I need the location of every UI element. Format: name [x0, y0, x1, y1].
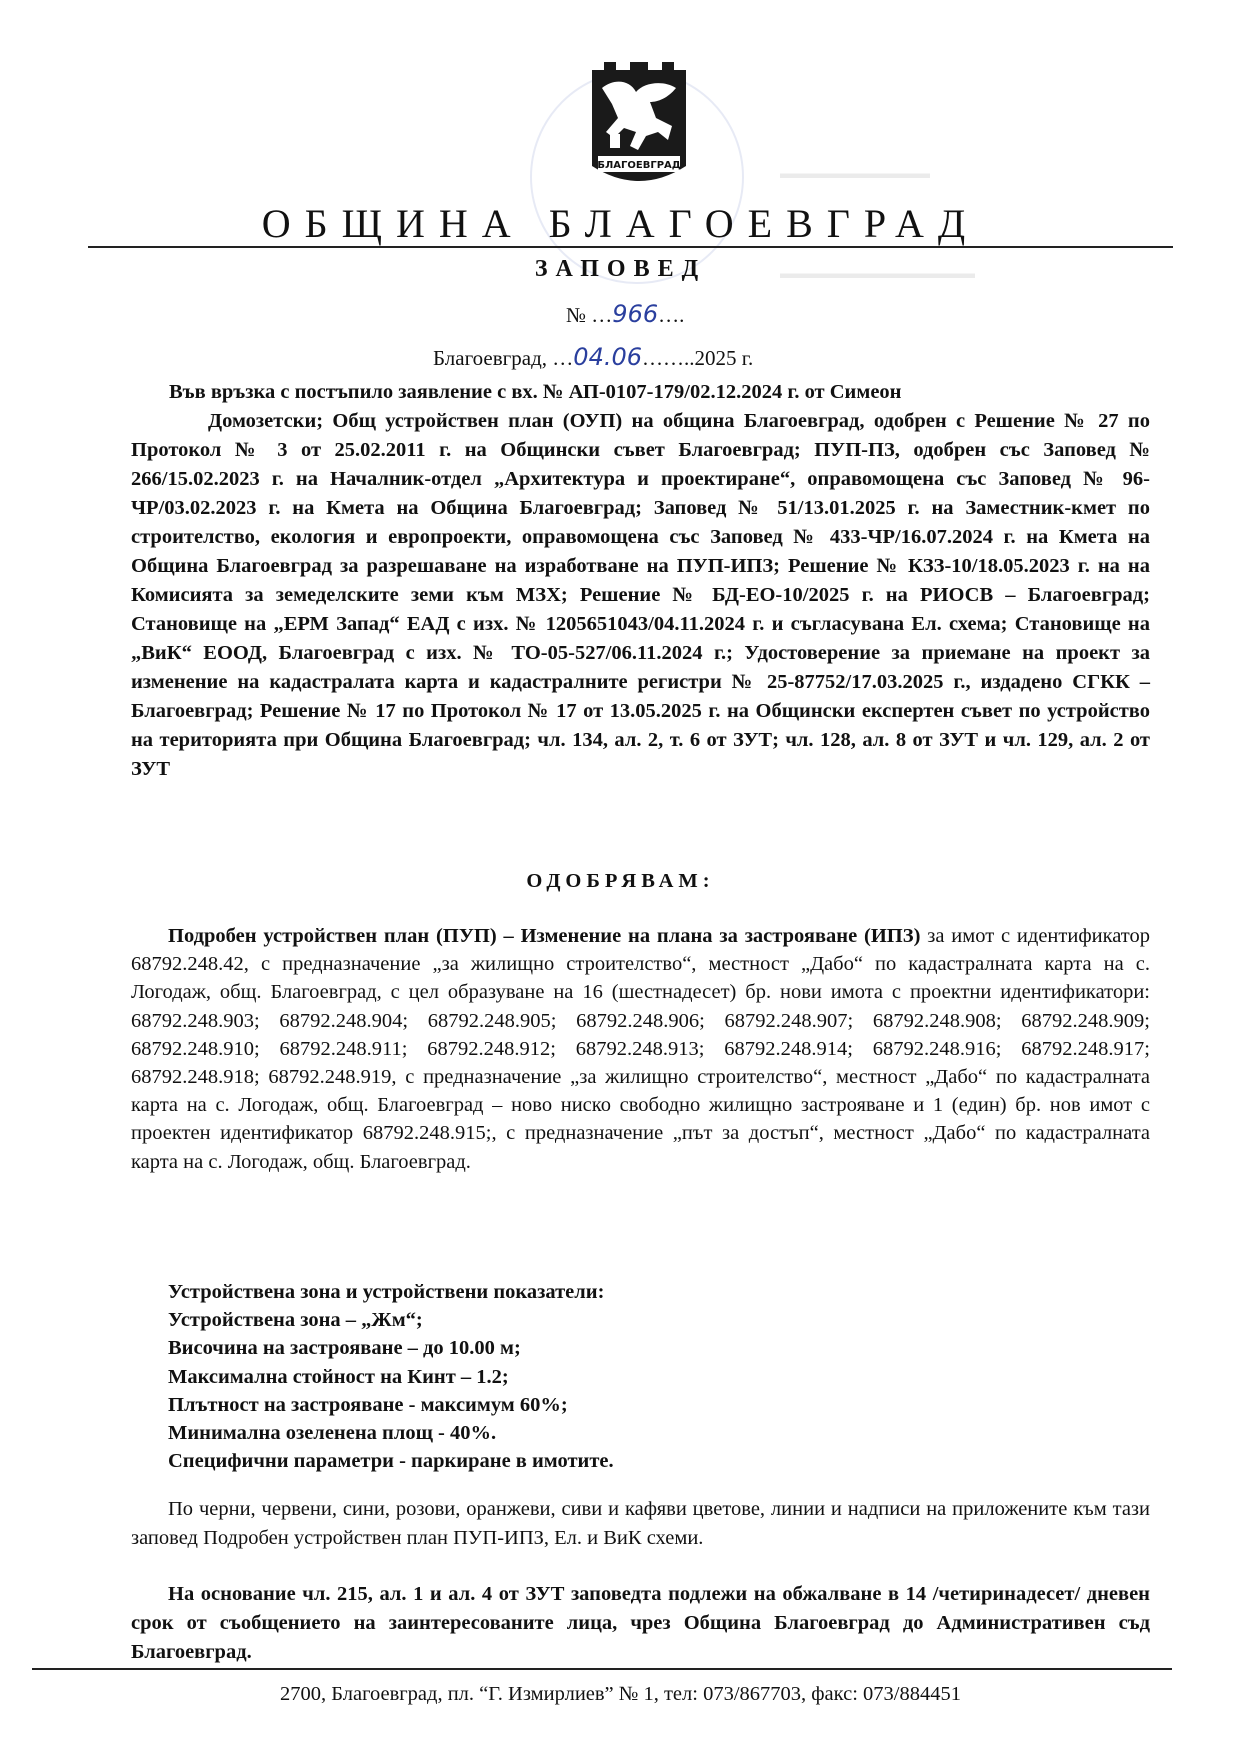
bleed-through-text: ▬▬▬▬▬▬▬▬▬▬ [780, 165, 930, 182]
number-prefix: № … [566, 303, 613, 327]
zoning-parameters [168, 1278, 614, 1475]
parameter-item: Устройствена зона и устройствени показатели: [168, 1281, 605, 1303]
parameter-item: Специфични параметри - паркиране в имотите. [168, 1450, 614, 1473]
appeal-paragraph: На основание чл. 215, ал. 1 и ал. 4 от ЗУТ заповедта подлежи на обжалване в 14 /четиринадесет/ дневен срок от съобщението на заинтересованите лица, чрез Община Благоевград до Административен съд Благоевград. [131, 1583, 1150, 1663]
date-prefix: Благоевград, … [433, 346, 574, 370]
colors-paragraph: По черни, червени, сини, розови, оранжеви, сиви и кафяви цветове, линии и надписи на приложените към тази заповед Подробен устройствен план ПУП-ИПЗ, Ел. и ВиК схеми. [131, 1498, 1150, 1549]
parameter-item: Плътност на застрояване - максимум 60%; [168, 1393, 568, 1416]
city-crest-logo [584, 58, 694, 198]
footer-address: 2700, Благоевград, пл. “Г. Измирлиев” № 1, тел: 073/867703, факс: 073/884451 [280, 1683, 961, 1705]
plan-title: Подробен устройствен план (ПУП) – Изменение на плана за застрояване (ИПЗ) [168, 925, 921, 947]
footer-divider [32, 1668, 1172, 1670]
handwritten-date: 04.06 [573, 343, 643, 371]
order-date [433, 343, 753, 371]
handwritten-number: 966 [612, 300, 659, 328]
parameter-item: Височина на застрояване – до 10.00 м; [168, 1337, 521, 1360]
approval-paragraph [131, 922, 1150, 1176]
date-suffix: ……..2025 г. [642, 346, 754, 370]
header-divider [88, 246, 1173, 248]
order-title: ЗАПОВЕД [534, 256, 707, 282]
intro-first-line: Във връзка с постъпило заявление с вх. № АП-0107-179/02.12.2024 г. от Симеон [169, 381, 902, 403]
parameter-item: Максимална стойност на Кинт – 1.2; [168, 1365, 509, 1388]
organization-name: ОБЩИНА БЛАГОЕВГРАД [261, 201, 980, 246]
approve-heading: ОДОБРЯВАМ: [526, 870, 715, 892]
bleed-through-text: ▬▬▬▬▬▬▬▬▬▬▬▬▬ [780, 265, 975, 282]
parameter-item: Минимална озеленена площ - 40%. [168, 1422, 497, 1445]
svg-text:БЛАГОЕВГРАД: БЛАГОЕВГРАД [597, 160, 681, 171]
number-suffix: …. [658, 303, 685, 327]
parameter-item: Устройствена зона – „Жм“; [168, 1309, 423, 1332]
legal-basis-paragraph [131, 378, 1150, 784]
intro-continuation: Домозетски; Общ устройствен план (ОУП) на община Благоевград, одобрен с Решение № 27 по Протокол № 3 от 25.02.2011 г. на Общински съвет Благоевград; ПУП-ПЗ, одобрен със Заповед № 266/15.02.2023 г. на Началник-отдел „Архитектура и проектиране“, оправомощена със Заповед № 96-ЧР/03.02.2023 г. на Кмета на Община Благоевград; Заповед № 51/13.01.2025 г. на Заместник-кмет по строителство, екология и европроекти, оправомощена със Заповед № 433-ЧР/16.07.2024 г. на Кмета на Община Благоевград за разрешаване на изработване на ПУП-ИПЗ; Решение № КЗЗ-10/18.05.2023 г. на на Комисията за земеделските земи към МЗХ; Решение № БД-ЕО-10/2025 г. на РИОСВ – Благоевград; Становище на „ЕРМ Запад“ ЕАД с изх. № 1205651043/04.11.2024 г. и съгласувана Ел. схема; Становище на „ВиК“ ЕООД, Благоевград с изх. № ТО-05-527/06.11.2024 г.; Удостоверение за приемане на проект за изменение на кадастралата карта и кадастралните регистри № 25-87752/17.03.2025 г., издадено СГКК – Благоевград; Решение № 17 по Протокол № 17 от 13.05.2025 г. на Общински експертен съвет по устройство на територията при Община Благоевград; чл. 134, ал. 2, т. 6 от ЗУТ; чл. 128, ал. 8 от ЗУТ и чл. 129, ал. 2 от ЗУТ [131, 410, 1150, 780]
order-number [566, 300, 684, 328]
plan-description: за имот с идентификатор 68792.248.42, с предназначение „за жилищно строителство“, местност „Дабо“ по кадастралната карта на с. Логодаж, общ. Благоевград, с цел образуване на 16 (шестнадесет) бр. нови имота с проектни идентификатори: 68792.248.903; 68792.248.904; 68792.248.905; 68792.248.906; 68792.248.907; 68792.248.908; 68792.248.909; 68792.248.910; 68792.248.911; 68792.248.912; 68792.248.913; 68792.248.914; 68792.248.916; 68792.248.917; 68792.248.918; 68792.248.919, с предназначение „за жилищно строителство“, местност „Дабо“ по кадастралната карта на с. Логодаж, общ. Благоевград – ново ниско свободно жилищно застрояване и 1 (един) бр. нов имот с проектен идентификатор 68792.248.915;, с предназначение „път за достъп“, местност „Дабо“ по кадастралната карта на с. Логодаж, общ. Благоевград. [131, 925, 1150, 1173]
